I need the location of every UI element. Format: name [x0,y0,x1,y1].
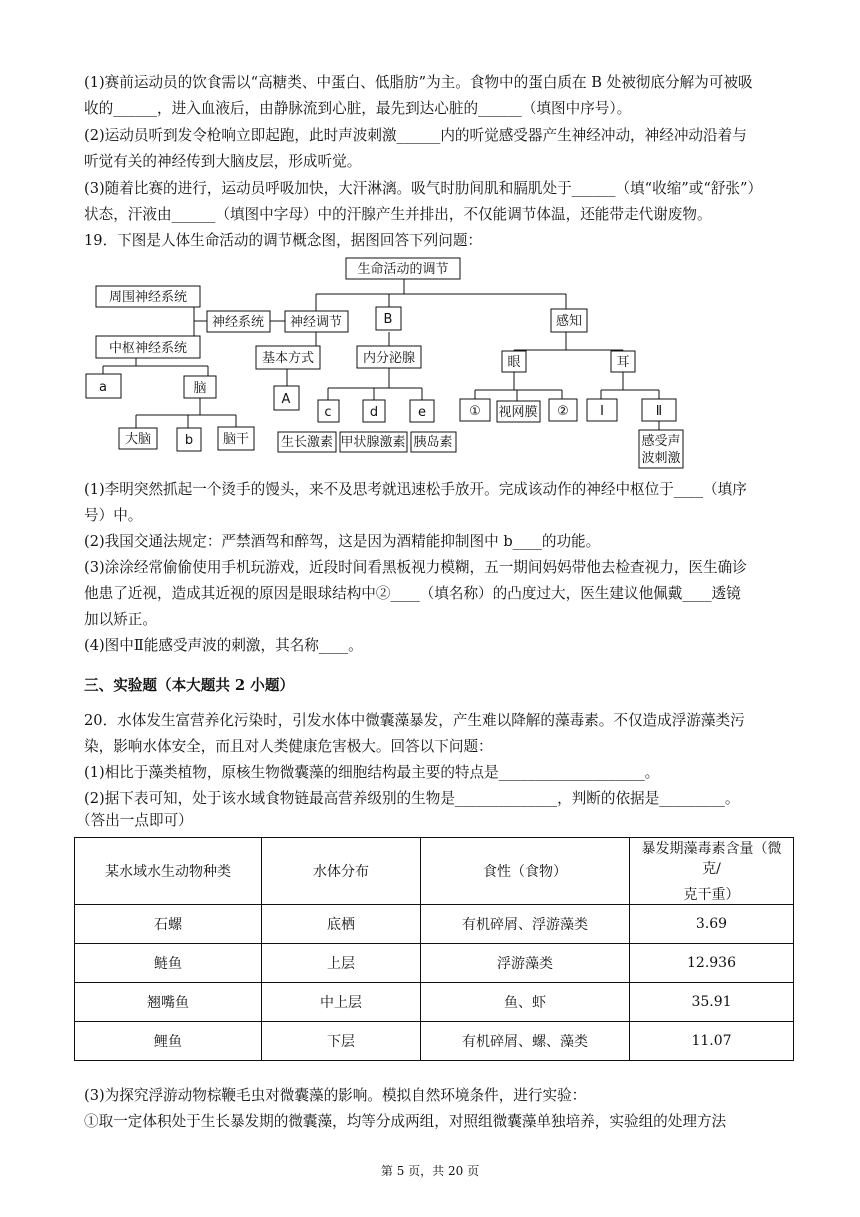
node-nervous-system [207,311,270,332]
node-peripheral-label: 周围神经系统 [108,290,188,305]
node-endocrine-gland [357,346,421,368]
table-cell: 中上层 [262,983,421,1022]
node-neural-regulation-label: 神经调节 [289,315,343,330]
node-ear [611,351,635,372]
node-a [86,374,121,398]
node-central-nervous-system [96,336,200,358]
node-brainstem [218,427,254,450]
node-d-label: d [369,405,379,420]
section-heading: 三、实验题（本大题共 2 小题） [84,677,295,694]
table-row [75,983,794,1022]
q19-part4: (4)图中Ⅱ能感受声波的刺激，其名称____。 [84,637,363,654]
table-header-cell: 食性（食物） [421,838,630,905]
node-I [587,399,617,421]
node-d [363,400,385,422]
q20-part2-line1: (2)据下表可知，处于该水域食物链最高营养级别的生物是______________，判断的依据是_________。 [84,790,740,807]
table-cell: 鱼、虾 [421,983,630,1022]
table-header-row [75,838,794,905]
table-row [75,1022,794,1061]
q18-part3-line1: (3)随着比赛的进行，运动员呼吸加快，大汗淋漓。吸气时肋间肌和膈肌处于______（填“收缩”或“舒张”） [84,180,763,197]
concept-map-diagram [70,252,681,474]
node-A-label: A [281,392,291,407]
table-header-cell [630,838,794,905]
q19-part1-line2: 号）中。 [84,507,143,524]
node-thyroid-label: 甲状腺激素 [340,435,406,450]
node-brain [184,376,216,398]
node-b [177,428,201,451]
q20-intro-line2: 染，影响水体安全，而且对人类健康危害极大。回答以下问题： [84,738,493,755]
node-1-label: ① [469,404,481,419]
node-thyroid-hormone [340,432,407,452]
q19-part1-line1: (1)李明突然抓起一个烫手的馒头，来不及思考就迅速松手放开。完成该动作的神经中枢位于____（填序 [84,481,747,498]
node-retina [497,401,540,422]
node-retina-label: 视网膜 [498,405,538,420]
table-cell: 上层 [262,944,421,983]
node-1 [460,399,490,421]
node-growth-hormone [278,432,336,452]
q18-part3-line2: 状态，汗液由______（填图中字母）中的汗腺产生并排出，不仅能调节体温，还能带走代谢废物。 [84,206,712,223]
node-root-label: 生命活动的调节 [357,262,449,277]
table-cell: 有机碎屑、浮游藻类 [421,905,630,944]
q19-part3-line3: 加以矫正。 [84,611,157,628]
node-sound-label-2: 波刺激 [641,451,681,466]
node-2 [549,399,577,421]
node-cerebrum [119,428,157,449]
q20-part3-step1: ①取一定体积处于生长暴发期的微囊藻，均等分成两组，对照组微囊藻单独培养，实验组的处理方法 [84,1113,727,1130]
q19-part2: (2)我国交通法规定：严禁酒驾和醉驾，这是因为酒精能抑制图中 b____的功能。 [84,533,601,550]
table-cell: 有机碎屑、螺、藻类 [421,1022,630,1061]
table-header-cell: 水体分布 [262,838,421,905]
node-peripheral-nervous-system [96,286,200,307]
table-cell: 底栖 [262,905,421,944]
page-footer: 第 5 页，共 20 页 [380,1164,480,1178]
node-brain-label: 脑 [193,381,207,396]
node-c [318,400,339,422]
q20-part2-line2: （答出一点即可） [76,812,193,829]
node-sound-label-1: 感受声 [641,434,681,449]
node-c-label: c [324,405,332,420]
node-e [410,400,434,422]
node-endocrine-label: 内分泌腺 [362,351,416,366]
node-eye-label: 眼 [507,355,521,370]
q18-part2-line1: (2)运动员听到发令枪响立即起跑，此时声波刺激______内的听觉感受器产生神经冲动，神经冲动沿着与 [84,127,747,144]
q20-part3: (3)为探究浮游动物棕鞭毛虫对微囊藻的影响。模拟自然环境条件，进行实验： [84,1087,587,1104]
node-perception [551,309,587,332]
node-2-label: ② [557,404,569,419]
table-cell: 翘嘴鱼 [75,983,262,1022]
q19-part3-line2: 他患了近视，造成其近视的原因是眼球结构中②____（填名称）的凸度过大，医生建议他佩戴____透镜 [84,585,741,602]
table-cell: 35.91 [630,983,794,1022]
table-cell: 鲤鱼 [75,1022,262,1061]
q20-intro-line1: 20．水体发生富营养化污染时，引发水体中微囊藻暴发，产生难以降解的藻毒素。不仅造成浮游藻类污 [84,712,745,729]
q18-part1-line1: (1)赛前运动员的饮食需以“高糖类、中蛋白、低脂肪”为主。食物中的蛋白质在 B 处被彻底分解为可被吸 [84,74,753,91]
node-insulin-label: 胰岛素 [413,435,453,450]
node-B-label: B [383,312,393,327]
q20-part1: (1)相比于藻类植物，原核生物微囊藻的细胞结构最主要的特点是____________________。 [84,764,660,781]
table-cell: 浮游藻类 [421,944,630,983]
node-nervous-system-label: 神经系统 [211,315,265,330]
table-cell: 石螺 [75,905,262,944]
q18-part2-line2: 听觉有关的神经传到大脑皮层，形成听觉。 [84,153,362,170]
node-central-label: 中枢神经系统 [108,341,188,356]
node-II [642,399,676,421]
node-basic-mode-label: 基本方式 [261,351,315,366]
table-header-line: 克干重） [683,887,740,903]
toxin-data-table [74,837,794,1061]
table-cell: 下层 [262,1022,421,1061]
table-cell: 11.07 [630,1022,794,1061]
node-perception-label: 感知 [555,314,583,329]
node-insulin [411,432,456,452]
q18-part1-line2: 收的______，进入血液后，由静脉流到心脏，最先到达心脏的______（填图中序号）。 [84,100,632,117]
table-row [75,905,794,944]
node-A [274,386,299,410]
node-neural-regulation [285,311,348,332]
table-header-line: 暴发期藻毒素含量（微克/ [641,841,782,877]
node-root [346,258,460,279]
q19-stem: 19．下图是人体生命活动的调节概念图，据图回答下列问题： [84,232,483,249]
table-cell: 12.936 [630,944,794,983]
node-II-label: Ⅱ [655,404,663,419]
table-cell: 鲢鱼 [75,944,262,983]
node-sound-stimulus [639,430,683,468]
table-cell: 3.69 [630,905,794,944]
table-row [75,944,794,983]
node-brainstem-label: 脑干 [222,432,250,447]
node-a-label: a [99,380,107,395]
q19-part3-line1: (3)涂涂经常偷偷使用手机玩游戏，近段时间看黑板视力模糊，五一期间妈妈带他去检查视力，医生确诊 [84,559,747,576]
node-ear-label: 耳 [616,355,630,370]
node-I-label: Ⅰ [600,404,604,419]
table-header-cell: 某水域水生动物种类 [75,838,262,905]
node-basic-mode [256,346,320,369]
node-cerebrum-label: 大脑 [124,432,152,447]
node-growth-label: 生长激素 [280,435,334,450]
node-B [376,307,401,330]
node-eye [502,351,526,372]
node-b-label: b [184,433,194,448]
node-e-label: e [418,405,426,420]
